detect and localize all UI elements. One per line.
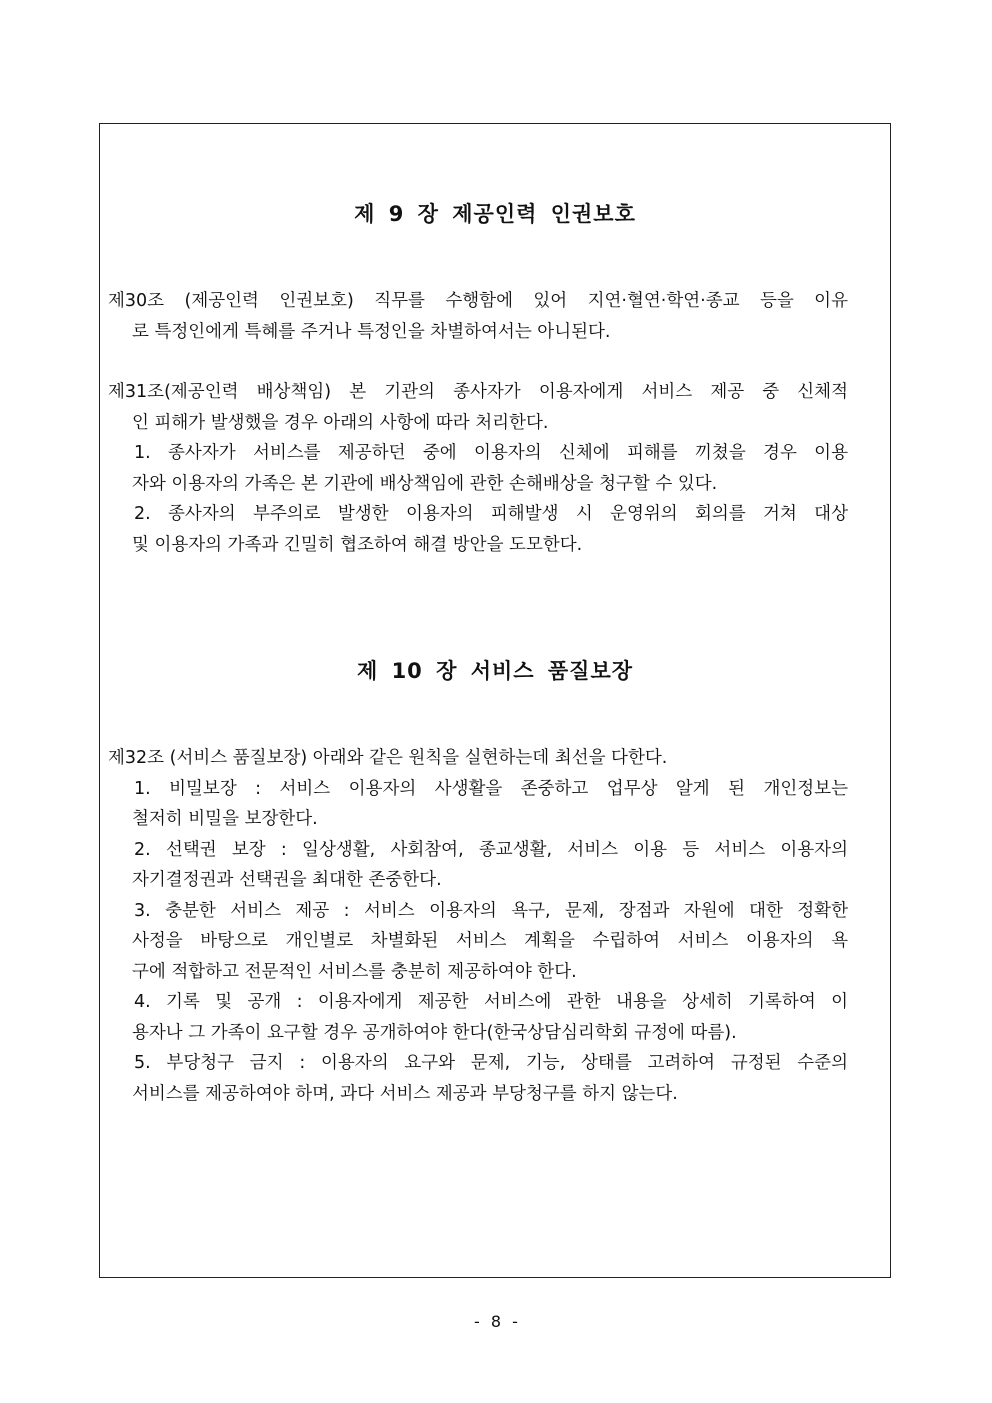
article-32-item-3-line-3: 구에 적합하고 전문적인 서비스를 충분히 제공하여야 한다. [132, 961, 577, 982]
article-31-item-2-line-1: 2. 종사자의 부주의로 발생한 이용자의 피해발생 시 운영위의 회의를 거쳐 대상 [134, 504, 848, 524]
article-31-item-2-line-2: 및 이용자의 가족과 긴밀히 협조하여 해결 방안을 도모한다. [132, 534, 583, 555]
article-30-line-2: 로 특정인에게 특혜를 주거나 특정인을 차별하여서는 아니된다. [132, 321, 611, 342]
article-32 [108, 743, 848, 1109]
chapter-9-title: 제 9 장 제공인력 인권보호 [354, 202, 636, 226]
chapter-10-title: 제 10 장 서비스 품질보장 [356, 659, 634, 683]
article-30-line-1: 제30조 (제공인력 인권보호) 직무를 수행함에 있어 지연·혈연·학연·종교 등을 이유 [108, 291, 848, 311]
article-32-item-1-line-1: 1. 비밀보장 : 서비스 이용자의 사생활을 존중하고 업무상 알게 된 개인정보는 [134, 778, 848, 799]
page-number: - 8 - [474, 1312, 518, 1331]
article-32-item-2-line-1: 2. 선택권 보장 : 일상생활, 사회참여, 종교생활, 서비스 이용 등 서비스 이용자의 [134, 839, 848, 860]
article-31-item-1-line-2: 자와 이용자의 가족은 본 기관에 배상책임에 관한 손해배상을 청구할 수 있다. [132, 473, 718, 494]
article-32-item-5-line-2: 서비스를 제공하여야 하며, 과다 서비스 제공과 부당청구를 하지 않는다. [132, 1083, 678, 1104]
article-32-item-1-line-2: 철저히 비밀을 보장한다. [132, 809, 318, 829]
article-31-item-1-line-1: 1. 종사자가 서비스를 제공하던 중에 이용자의 신체에 피해를 끼쳤을 경우 이용 [134, 443, 848, 463]
article-32-line-1: 제32조 (서비스 품질보장) 아래와 같은 원칙을 실현하는데 최선을 다한다. [108, 748, 668, 768]
article-32-item-5-line-1: 5. 부당청구 금지 : 이용자의 요구와 문제, 기능, 상태를 고려하여 규정된 수준의 [134, 1053, 848, 1073]
article-31-line-1: 제31조(제공인력 배상책임) 본 기관의 종사자가 이용자에게 서비스 제공 중 신체적 [108, 382, 848, 402]
article-32-item-4-line-1: 4. 기록 및 공개 : 이용자에게 제공한 서비스에 관한 내용을 상세히 기록하여 이 [134, 992, 848, 1012]
article-32-item-2-line-2: 자기결정권과 선택권을 최대한 존중한다. [132, 870, 442, 890]
article-32-item-3-line-1: 3. 충분한 서비스 제공 : 서비스 이용자의 욕구, 문제, 장점과 자원에 대한 정확한 [134, 900, 848, 921]
article-32-item-4-line-2: 용자나 그 가족이 요구할 경우 공개하여야 한다(한국상담심리학회 규정에 따름). [132, 1022, 737, 1043]
article-32-item-3-line-2: 사정을 바탕으로 개인별로 차별화된 서비스 계획을 수립하여 서비스 이용자의 욕 [132, 931, 848, 951]
article-30 [108, 286, 848, 347]
article-31 [108, 377, 848, 560]
article-31-line-2: 인 피해가 발생했을 경우 아래의 사항에 따라 처리한다. [132, 412, 549, 433]
